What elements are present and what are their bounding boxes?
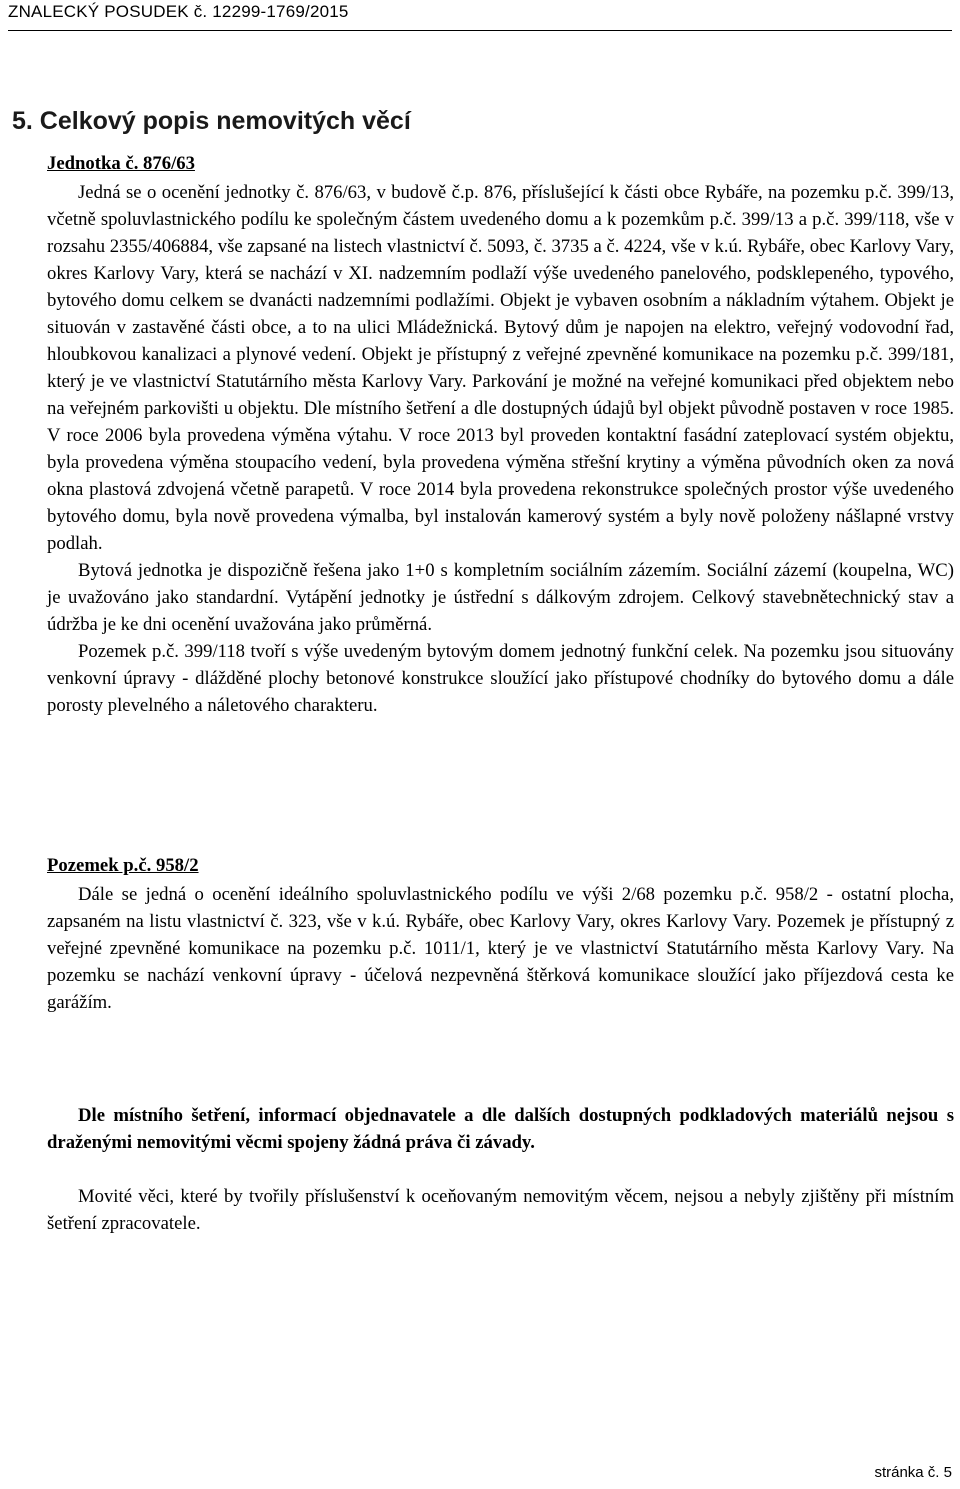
- movables-statement: Movité věci, které by tvořily příslušenství k oceňovaným nemovitým věcem, nejsou a nebyly zjištěny při místním šetření zpracovatele.: [47, 1186, 954, 1234]
- rights-statement: Dle místního šetření, informací objednavatele a dle dalších dostupných podkladových materiálů nejsou s draženými nemovitými věcmi spojeny žádná práva či závady.: [47, 1105, 954, 1153]
- unit-paragraph-1: Jedná se o ocenění jednotky č. 876/63, v budově č.p. 876, příslušející k části obce Rybáře, na pozemku p.č. 399/13, včetně spoluvlastnického podílu ke společným částem uvedeného domu a k pozemkům p.č. 399/13 a p.č. 399/118, vše v rozsahu 2355/406884, vše zapsané na listech vlastnictví č. 5093, č. 3735 a č. 4224, vše v k.ú. Rybáře, obec Karlovy Vary, okres Karlovy Vary, která se nachází v XI. nadzemním podlaží výše uvedeného panelového, podsklepeného, typového, bytového domu celkem se dvanácti nadzemními podlažími. Objekt je vybaven osobním a nákladním výtahem. Objekt je situován v zastavěné části obce, a to na ulici Mládežnická. Bytový dům je napojen na elektro, veřejný vodovodní řad, hloubkovou kanalizaci a plynové vedení. Objekt je přístupný z veřejné zpevněné komunikace na pozemku p.č. 399/181, který je ve vlastnictví Statutárního města Karlovy Vary. Parkování je možné na veřejné komunikaci před objektem nebo na veřejném parkovišti u objektu. Dle místního šetření a dle dostupných údajů byl objekt původně postaven v roce 1985. V roce 2006 byla provedena výměna výtahu. V roce 2013 byl proveden kontaktní fasádní zateplovací systém objektu, byla provedena výměna stoupacího vedení, byla provedena výměna střešní krytiny a výměna původních oken za nová okna plastová zdvojená včetně parapetů. V roce 2014 byla provedena rekonstrukce společných prostor výše uvedeného bytového domu, byla nově provedena výmalba, byl instalován kamerový systém a byly nově položeny nášlapné vrstvy podlah.: [47, 182, 954, 554]
- page-number: stránka č. 5: [874, 1464, 952, 1481]
- rights-section: [47, 1102, 954, 1156]
- unit-paragraph-2: Bytová jednotka je dispozičně řešena jako 1+0 s kompletním sociálním zázemím. Sociální zázemí (koupelna, WC) je uvažováno jako standardní. Vytápění jednotky je ústřední s dálkovým zdrojem. Celkový stavebnětechnický stav a údržba je ke dni ocenění uvažována jako průměrná.: [47, 560, 954, 635]
- section-title: 5. Celkový popis nemovitých věcí: [12, 107, 411, 135]
- movables-section: [47, 1183, 954, 1237]
- land-description: [47, 881, 954, 1016]
- land-paragraph: Dále se jedná o ocenění ideálního spoluvlastnického podílu ve výši 2/68 pozemku p.č. 958/2 - ostatní plocha, zapsaném na listu vlastnictví č. 323, vše v k.ú. Rybáře, obec Karlovy Vary, okres Karlovy Vary. Pozemek je přístupný z veřejné zpevněné komunikace na pozemku p.č. 1011/1, který je ve vlastnictví Statutárního města Karlovy Vary. Na pozemku se nachází venkovní úpravy - účelová nezpevněná štěrková komunikace sloužící jako příjezdová cesta ke garážím.: [47, 884, 954, 1013]
- land-title: Pozemek p.č. 958/2: [47, 855, 199, 876]
- header-title: ZNALECKÝ POSUDEK č. 12299-1769/2015: [8, 2, 349, 21]
- unit-description: [47, 179, 954, 719]
- unit-title: Jednotka č. 876/63: [47, 153, 195, 174]
- unit-paragraph-3: Pozemek p.č. 399/118 tvoří s výše uvedeným bytovým domem jednotný funkční celek. Na pozemku jsou situovány venkovní úpravy - dlážděné plochy betonové konstrukce sloužící jako přístupové chodníky do bytového domu a dále porosty plevelného a náletového charakteru.: [47, 641, 954, 716]
- document-header: [8, 2, 952, 31]
